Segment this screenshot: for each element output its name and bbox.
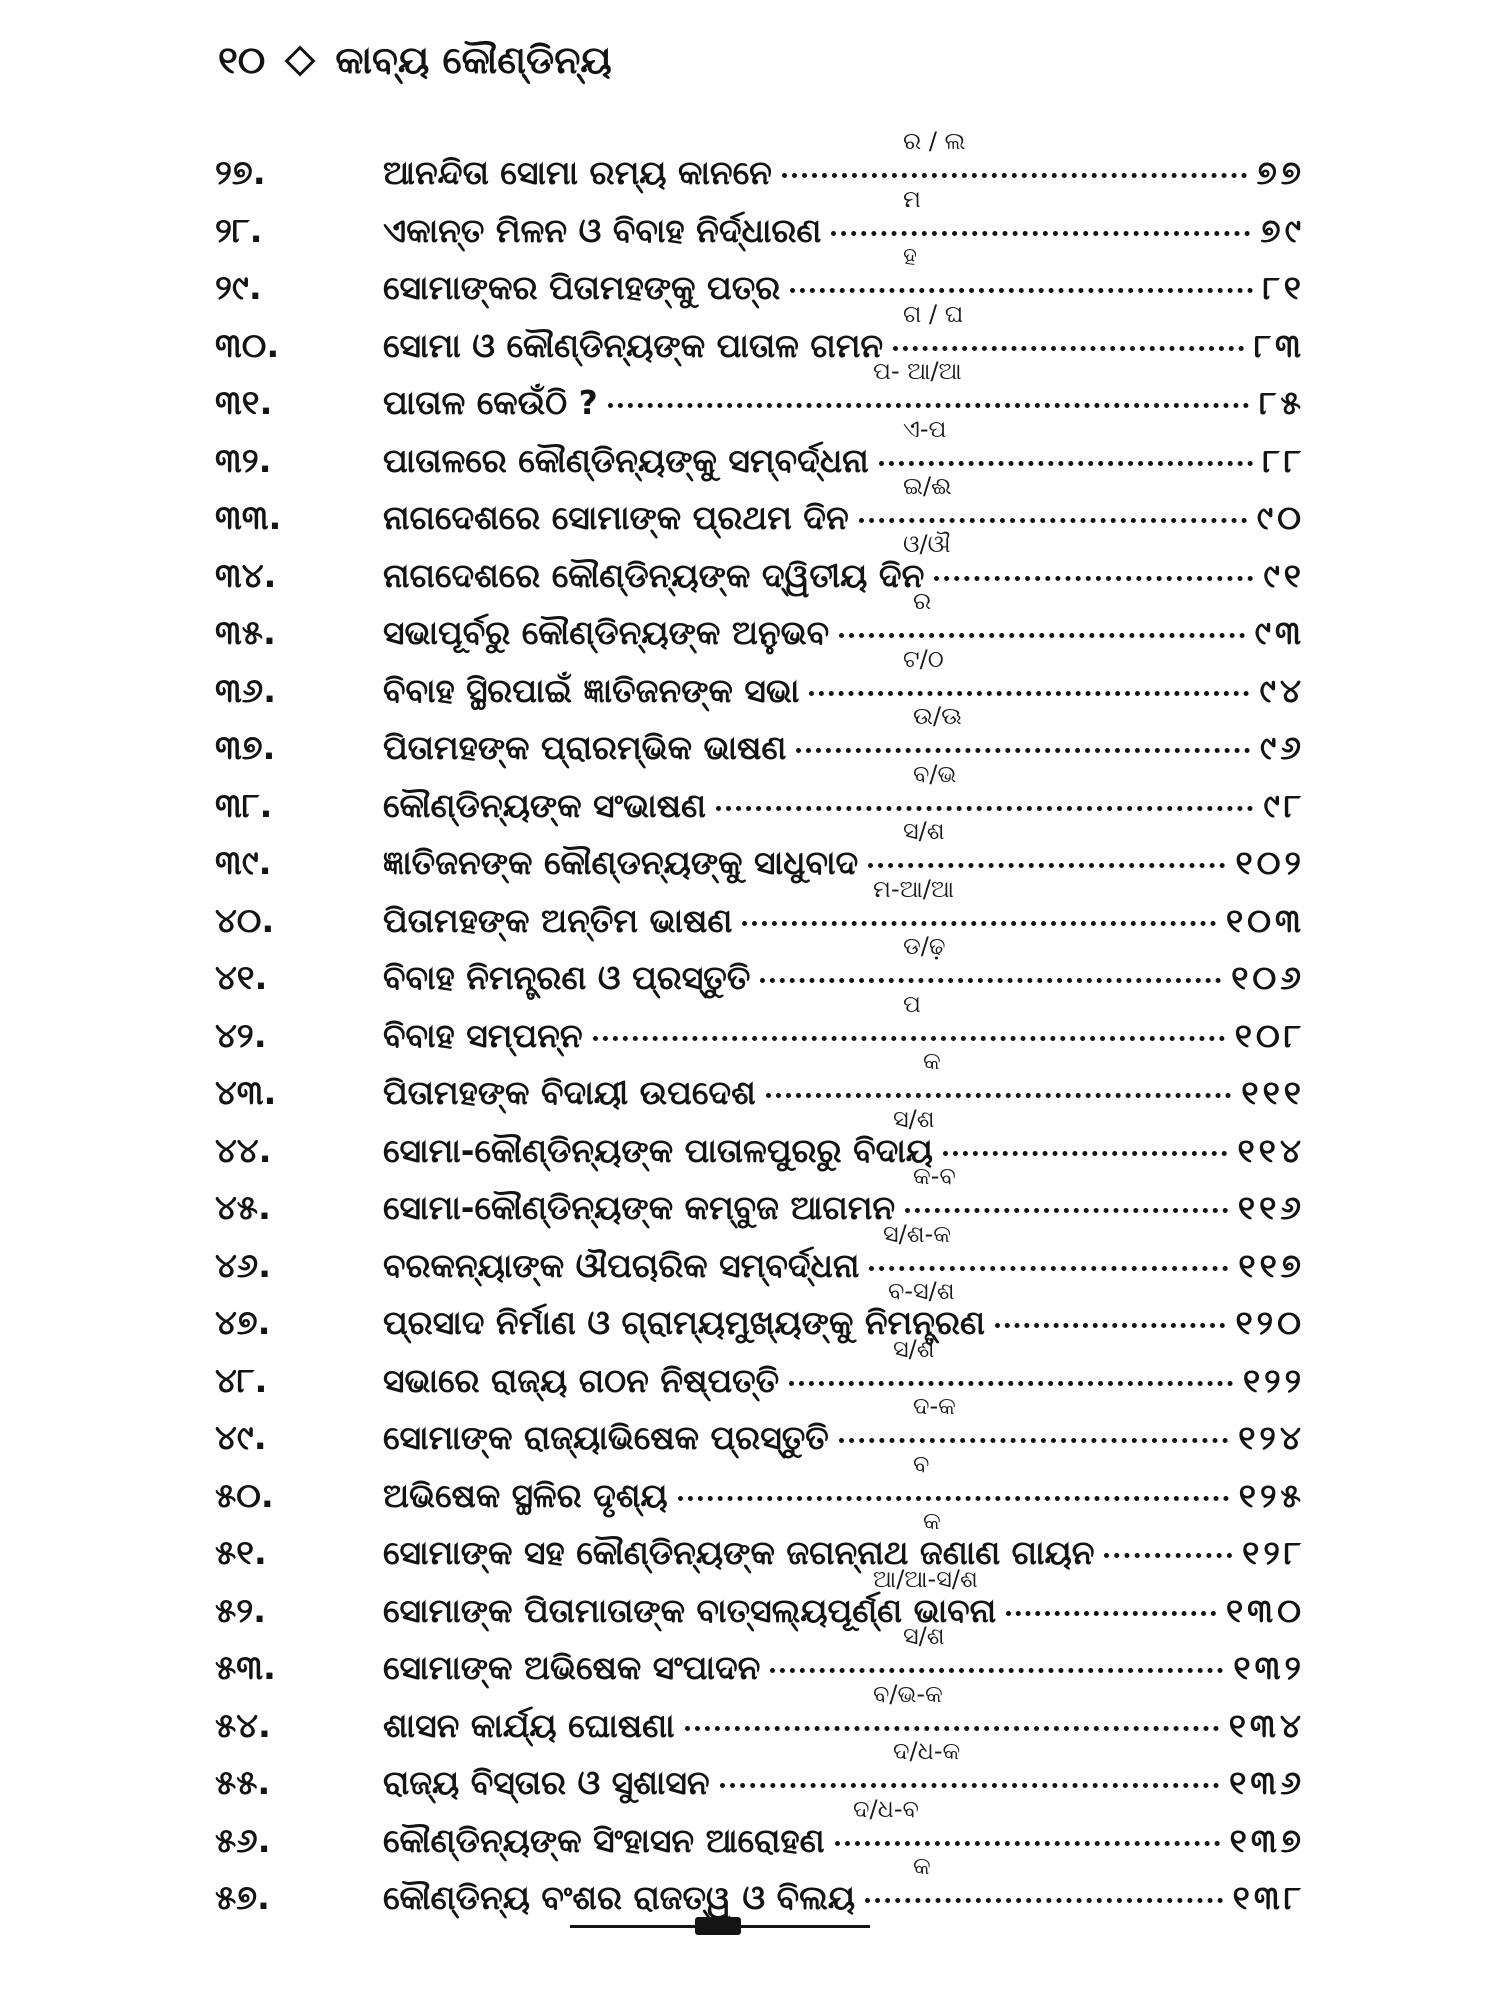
toc-entry-title: ବିବାହ ସ୍ଥିରପାଇଁ ଜ୍ଞାତିଜନଙ୍କ ସଭା — [383, 670, 800, 710]
toc-entry-page-number: ୧୩୭ — [1229, 1820, 1305, 1860]
toc-entry-page-number: ୧୨୪ — [1238, 1418, 1305, 1457]
running-header — [218, 38, 612, 83]
toc-entry-title: କୌଣ୍ଡିନ୍ୟ ବଂଶର ରାଜତ୍ୱ ଓ ବିଲୟ — [383, 1878, 856, 1917]
toc-entry-title: କୌଣ୍ଡିନ୍ୟଙ୍କ ସିଂହାସନ ଆରୋହଣ — [383, 1820, 825, 1860]
toc-entry-line — [383, 1131, 1305, 1171]
handwritten-annotation: ସ/ଶ — [893, 1104, 935, 1133]
handwritten-annotation: ଦ/ଧ-କ — [893, 1737, 961, 1765]
toc-entry — [215, 1219, 1305, 1294]
dot-leader — [934, 576, 1253, 581]
toc-entry — [215, 1392, 1305, 1466]
toc-entry-page-number: ୧୧୪ — [1237, 1130, 1305, 1170]
toc-entry — [215, 1622, 1305, 1696]
toc-entry-line — [383, 1533, 1305, 1573]
toc-entry-number: ୩୯. — [215, 843, 272, 883]
dot-leader — [839, 1438, 1228, 1443]
handwritten-annotation: ବ — [913, 1449, 930, 1478]
toc-entry — [215, 759, 1305, 834]
toc-entry-number: ୪୭. — [215, 1303, 271, 1343]
toc-entry-page-number: ୧୧୭ — [1238, 1245, 1305, 1285]
toc-entry-number: ୩୪. — [215, 555, 277, 596]
toc-entry — [215, 932, 1305, 1006]
toc-entry-number: ୫୩. — [215, 1648, 276, 1688]
dot-leader — [742, 921, 1216, 926]
dot-leader — [593, 1036, 1225, 1041]
toc-entry-number: ୫୭. — [215, 1878, 270, 1918]
toc-entry-line — [383, 728, 1305, 768]
toc-entry-line — [383, 268, 1305, 308]
toc-entry-page-number: ୯୦ — [1256, 498, 1305, 537]
handwritten-annotation: ଇ/ଈ — [903, 472, 952, 500]
toc-entry-line — [383, 613, 1305, 653]
toc-entry-title: ନାଗଦେଶରେ ସୋମାଙ୍କ ପ୍ରଥମ ଦିନ — [383, 498, 849, 537]
toc-entry — [215, 817, 1305, 891]
dot-leader — [868, 863, 1225, 868]
toc-entry — [215, 702, 1305, 776]
toc-entry — [215, 1449, 1305, 1524]
handwritten-annotation: ସ/ଶ — [903, 817, 945, 845]
toc-entry — [215, 529, 1305, 604]
handwritten-annotation: ଉ/ଊ — [913, 702, 962, 730]
toc-entry-number: ୩୨. — [215, 440, 272, 481]
handwritten-annotation: ଏ-ପ — [903, 414, 947, 443]
toc-entry-title: ସୋମାଙ୍କ ଅଭିଷେକ ସଂପାଦନ — [383, 1648, 761, 1687]
toc-entry-title: ଶାସନ କାର୍ଯ୍ୟ ଘୋଷଣା — [383, 1705, 675, 1745]
toc-entry-number: ୩୫. — [215, 613, 276, 653]
dot-leader — [809, 691, 1249, 696]
toc-entry-line — [383, 1648, 1305, 1688]
dot-leader — [879, 461, 1253, 466]
toc-entry — [215, 472, 1305, 546]
toc-entry-number: ୫୬. — [215, 1820, 271, 1861]
handwritten-annotation: କ — [923, 1507, 941, 1535]
toc-entry-line — [383, 1706, 1305, 1746]
handwritten-annotation: ଆ/ଆ-ସ/ଶ — [873, 1564, 978, 1593]
header-book-title: କାବ୍ୟ କୌଣ୍ଡିନ୍ୟ — [335, 38, 612, 82]
toc-entry-line — [383, 1246, 1305, 1286]
toc-entry — [215, 1162, 1305, 1236]
dot-leader — [943, 1151, 1227, 1156]
toc-entry-number: ୩୬. — [215, 670, 276, 711]
toc-entry — [215, 644, 1305, 719]
toc-entry-line — [383, 383, 1305, 423]
toc-entry-number: ୩୭. — [215, 728, 276, 768]
toc-entry-line — [383, 1418, 1305, 1458]
toc-entry-number: ୫୫. — [215, 1763, 271, 1803]
toc-entry-page-number: ୯୩ — [1254, 613, 1305, 652]
toc-entry-line — [383, 1016, 1305, 1056]
dot-leader — [782, 173, 1247, 178]
toc-entry-page-number: ୮୮ — [1262, 440, 1305, 480]
handwritten-annotation: ପ- ଆ/ଆ — [873, 357, 962, 385]
toc-entry-title: ବରକନ୍ୟାଙ୍କ ଔପଚାରିକ ସମ୍ବର୍ଦ୍ଧନା — [383, 1245, 860, 1285]
table-of-contents — [215, 127, 1305, 1926]
toc-entry-title: ପିତାମହଙ୍କ ବିଦାୟୀ ଉପଦେଶ — [383, 1073, 756, 1112]
toc-entry — [215, 1679, 1305, 1754]
handwritten-annotation: ଓ/ଔ — [903, 529, 951, 558]
dot-leader — [685, 1726, 1219, 1731]
toc-entry-line — [383, 441, 1305, 481]
dot-leader — [865, 1898, 1223, 1903]
toc-entry-number: ୪୦. — [215, 900, 275, 941]
header-page-number: ୧୦ — [218, 38, 266, 82]
toc-entry-line — [383, 1188, 1305, 1228]
toc-entry — [215, 1334, 1305, 1409]
toc-entry-line — [383, 498, 1305, 538]
dot-leader — [995, 1323, 1226, 1328]
dot-leader — [869, 1266, 1228, 1271]
toc-entry-number: ୪୬. — [215, 1245, 272, 1286]
toc-entry-page-number: ୮୫ — [1259, 383, 1305, 422]
toc-entry-page-number: ୧୨୮ — [1242, 1533, 1305, 1572]
toc-entry-number: ୩୮. — [215, 785, 273, 826]
toc-entry-page-number: ୧୩୪ — [1228, 1705, 1305, 1745]
dot-leader — [1104, 1553, 1232, 1558]
toc-entry — [215, 989, 1305, 1064]
handwritten-annotation: ଦ/ଧ-ବ — [853, 1794, 919, 1823]
dot-leader — [678, 1496, 1229, 1501]
toc-entry-number: ୫୧. — [215, 1533, 267, 1573]
toc-entry-number: ୫୪. — [215, 1705, 271, 1746]
toc-entry-title: ସୋମାଙ୍କ ସହ କୌଣ୍ଡିନ୍ୟଙ୍କ ଜଗନ୍ନାଥ ଜଣାଣ ଗାୟନ — [383, 1533, 1095, 1572]
toc-entry — [215, 414, 1305, 489]
toc-entry — [215, 357, 1305, 431]
dot-leader — [893, 346, 1244, 351]
toc-entry-line — [383, 1821, 1305, 1861]
handwritten-annotation: କ-ବ — [913, 1162, 956, 1190]
toc-entry-page-number: ୧୨୦ — [1235, 1303, 1305, 1342]
toc-entry-number: ୪୧. — [215, 958, 268, 998]
toc-entry-page-number: ୧୧୧ — [1241, 1073, 1305, 1112]
toc-entry-line — [383, 1878, 1305, 1918]
toc-entry-number: ୪୪. — [215, 1130, 272, 1171]
toc-entry-title: ଆନନ୍ଦିତା ସୋମା ରମ୍ୟ କାନନେ — [383, 153, 772, 192]
toc-entry-page-number: ୧୨୫ — [1238, 1475, 1305, 1515]
toc-entry-page-number: ୧୦୨ — [1235, 843, 1305, 882]
toc-entry-page-number: ୯୧ — [1263, 555, 1305, 595]
toc-entry-number: ୩୦. — [215, 325, 280, 366]
toc-entry-title: ରାଜ୍ୟ ବିସ୍ତାର ଓ ସୁଶାସନ — [383, 1763, 710, 1802]
toc-entry-page-number: ୧୩୨ — [1233, 1648, 1305, 1687]
toc-entry-page-number: ୧୦୩ — [1225, 900, 1305, 940]
toc-entry-line — [383, 1476, 1305, 1516]
dot-leader — [831, 231, 1250, 236]
toc-entry-line — [383, 211, 1305, 251]
toc-entry-line — [383, 786, 1305, 826]
handwritten-annotation: କ — [913, 1852, 931, 1880]
toc-entry-number: ୫୦. — [215, 1475, 274, 1516]
toc-entry — [215, 242, 1305, 316]
toc-entry-title: ସୋମାଙ୍କ ପିତାମାତାଙ୍କ ବାତ୍ସଲ୍ୟପୂର୍ଣ୍ଣ ଭାବନା — [383, 1590, 997, 1630]
dot-leader — [1006, 1611, 1216, 1616]
handwritten-annotation: ସ/ଶ-କ — [883, 1219, 951, 1248]
toc-entry-line — [383, 326, 1305, 366]
dot-leader — [839, 633, 1245, 638]
handwritten-annotation: ମ — [903, 184, 921, 213]
handwritten-annotation: କ — [923, 1047, 941, 1075]
toc-entry-page-number: ୧୩୮ — [1232, 1878, 1305, 1917]
handwritten-annotation: ହ — [903, 242, 917, 270]
toc-entry-title: ପାତାଳରେ କୌଣ୍ଡିନ୍ୟଙ୍କୁ ସମ୍ବର୍ଦ୍ଧନା — [383, 440, 869, 480]
toc-entry — [215, 1737, 1305, 1811]
toc-entry-number: ୪୮. — [215, 1360, 268, 1401]
toc-entry — [215, 127, 1305, 201]
toc-entry — [215, 1104, 1305, 1179]
dot-leader — [720, 1783, 1220, 1788]
toc-entry-page-number: ୧୩୬ — [1229, 1763, 1305, 1802]
toc-entry-title: ସୋମାଙ୍କ ରାଜ୍ୟାଭିଷେକ ପ୍ରସ୍ତୁତି — [383, 1418, 829, 1457]
toc-entry-title: ଜ୍ଞାତିଜନଙ୍କ କୌଣ୍ଡନ୍ୟଙ୍କୁ ସାଧୁବାଦ — [383, 843, 859, 882]
dot-leader — [835, 1841, 1220, 1846]
toc-entry-title: ନାଗଦେଶରେ କୌଣ୍ଡିନ୍ୟଙ୍କ ଦ୍ୱିତୀୟ ଦିନ — [383, 555, 925, 595]
toc-entry-title: ସୋମା ଓ କୌଣ୍ଡିନ୍ୟଙ୍କ ପାତାଳ ଗମନ — [383, 325, 884, 365]
toc-entry-number: ୪୨. — [215, 1015, 267, 1056]
dot-leader — [790, 288, 1252, 293]
toc-entry-title: ଅଭିଷେକ ସ୍ଥଳିର ଦୃଶ୍ୟ — [383, 1475, 668, 1515]
toc-entry-page-number: ୯୪ — [1259, 670, 1305, 710]
toc-entry-title: ସଭାରେ ରାଜ୍ୟ ଗଠନ ନିଷ୍ପତ୍ତି — [383, 1360, 780, 1400]
handwritten-annotation: ର / ଲ — [903, 127, 966, 155]
toc-entry-page-number: ୧୨୨ — [1242, 1360, 1305, 1400]
toc-entry-page-number: ୮୩ — [1253, 325, 1305, 365]
toc-entry-line — [383, 1073, 1305, 1113]
toc-entry-line — [383, 901, 1305, 941]
toc-entry-number: ୪୯. — [215, 1418, 267, 1458]
toc-entry-number: ୨୯. — [215, 268, 262, 308]
toc-entry — [215, 1852, 1305, 1926]
toc-entry-number: ୫୨. — [215, 1590, 267, 1631]
toc-entry — [215, 587, 1305, 661]
toc-entry-number: ୩୩. — [215, 498, 282, 538]
handwritten-annotation: ବ-ସ/ଶ — [888, 1277, 955, 1305]
dot-leader — [796, 748, 1250, 753]
toc-entry-title: ସଭାପୂର୍ବରୁ କୌଣ୍ଡିନ୍ୟଙ୍କ ଅନୁଭବ — [383, 613, 830, 652]
toc-entry — [215, 1564, 1305, 1639]
toc-entry-page-number: ୧୩୦ — [1225, 1590, 1305, 1630]
handwritten-annotation: ବ/ଭ-କ — [873, 1679, 943, 1708]
toc-entry-title: ସୋମା-କୌଣ୍ଡିନ୍ୟଙ୍କ ପାତାଳପୁରରୁ ବିଦାୟ — [383, 1130, 934, 1170]
handwritten-annotation: ଗ / ଘ — [903, 299, 964, 328]
toc-entry-title: ବିବାହ ସମ୍ପନ୍ନ — [383, 1015, 583, 1055]
handwritten-annotation: ର — [913, 587, 932, 615]
toc-entry-page-number: ୧୧୬ — [1237, 1188, 1305, 1227]
toc-entry-title: ପିତାମହଙ୍କ ଅନ୍ତିମ ଭାଷଣ — [383, 900, 733, 940]
toc-entry-number: ୨୮. — [215, 210, 263, 251]
dot-leader — [789, 1381, 1233, 1386]
toc-entry-number: ୪୫. — [215, 1188, 271, 1228]
toc-entry-line — [383, 1763, 1305, 1803]
toc-entry-line — [383, 556, 1305, 596]
handwritten-annotation: ସ/ଶ — [893, 1334, 935, 1363]
dot-leader — [608, 403, 1249, 408]
handwritten-annotation: ସ/ଶ — [903, 1622, 945, 1650]
toc-entry — [215, 1047, 1305, 1121]
dot-leader — [770, 1668, 1223, 1673]
toc-entry-title: ଏକାନ୍ତ ମିଳନ ଓ ବିବାହ ନିର୍ଦ୍ଧାରଣ — [383, 210, 822, 250]
dot-leader — [716, 806, 1253, 811]
toc-entry-title: କୌଣ୍ଡିନ୍ୟଙ୍କ ସଂଭାଷଣ — [383, 785, 706, 825]
toc-entry-number: ୪୩. — [215, 1073, 277, 1113]
handwritten-annotation: ଦ-କ — [913, 1392, 956, 1420]
toc-entry-page-number: ୭୭ — [1256, 153, 1305, 192]
toc-entry-line — [383, 1591, 1305, 1631]
toc-entry-title: ପାତାଳ କେଉଁଠି ? — [383, 383, 598, 422]
toc-entry-page-number: ୯୮ — [1263, 785, 1305, 825]
toc-entry-line — [383, 1361, 1305, 1401]
toc-entry-number: ୩୧. — [215, 383, 273, 423]
handwritten-annotation: ମ-ଆ/ଆ — [873, 874, 955, 903]
toc-entry-page-number: ୧୦୬ — [1231, 958, 1305, 997]
diamond-ornament-icon — [285, 45, 316, 76]
dot-leader — [859, 518, 1247, 523]
dot-leader — [760, 978, 1221, 983]
toc-entry — [215, 1794, 1305, 1869]
dot-leader — [766, 1093, 1232, 1098]
handwritten-annotation: ଟ/ଠ — [903, 644, 944, 673]
toc-entry-title: ବିବାହ ନିମନ୍ତ୍ରଣ ଓ ପ୍ରସ୍ତୁତି — [383, 958, 751, 997]
handwritten-annotation: ଡ/ଢ଼ — [903, 932, 946, 960]
toc-entry-title: ପ୍ରସାଦ ନିର୍ମାଣ ଓ ଗ୍ରାମ୍ୟମୁଖ୍ୟଙ୍କୁ ନିମନ୍ତ୍ରଣ — [383, 1303, 985, 1342]
toc-entry-line — [383, 671, 1305, 711]
toc-entry-line — [383, 843, 1305, 883]
toc-entry-page-number: ୭୯ — [1260, 210, 1305, 250]
dot-leader — [905, 1208, 1228, 1213]
toc-entry-title: ସୋମା-କୌଣ୍ଡିନ୍ୟଙ୍କ କମ୍ବୁଜ ଆଗମନ — [383, 1188, 896, 1227]
toc-entry-title: ପିତାମହଙ୍କ ପ୍ରାରମ୍ଭିକ ଭାଷଣ — [383, 728, 787, 767]
toc-entry-title: ସୋମାଙ୍କର ପିତାମହଙ୍କୁ ପତ୍ର — [383, 268, 781, 307]
toc-entry — [215, 874, 1305, 949]
handwritten-annotation: ପ — [903, 989, 921, 1018]
toc-entry-number: ୨୭. — [215, 153, 266, 193]
toc-entry — [215, 1277, 1305, 1351]
toc-entry — [215, 1507, 1305, 1581]
toc-entry-line — [383, 1303, 1305, 1343]
footer-ornament — [695, 1917, 741, 1935]
toc-entry — [215, 299, 1305, 374]
toc-entry-page-number: ୧୦୮ — [1234, 1015, 1305, 1055]
toc-entry-line — [383, 958, 1305, 998]
toc-entry-page-number: ୮୧ — [1262, 268, 1305, 307]
toc-entry — [215, 184, 1305, 259]
toc-entry-line — [383, 153, 1305, 193]
handwritten-annotation: ବ/ଭ — [913, 759, 957, 788]
toc-entry-page-number: ୯୬ — [1259, 728, 1305, 767]
